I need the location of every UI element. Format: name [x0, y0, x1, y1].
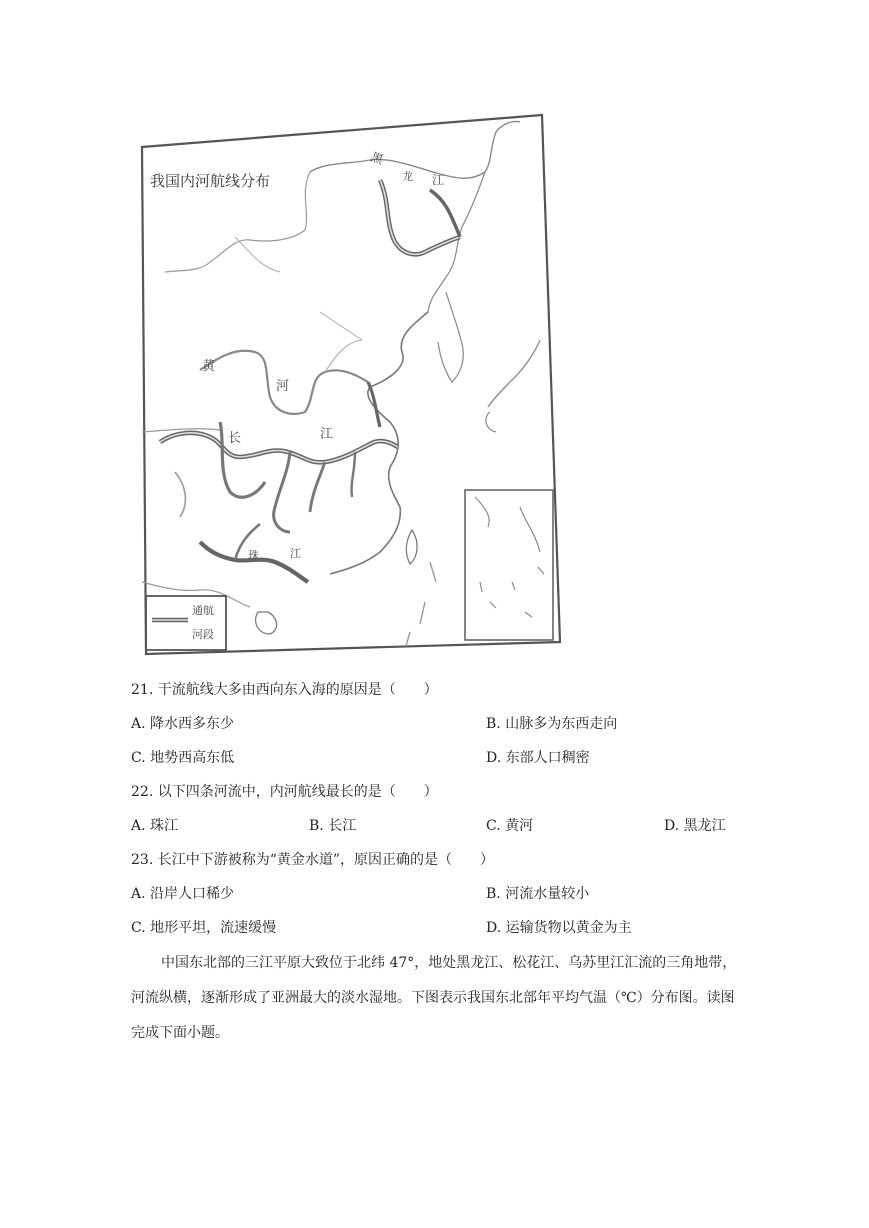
map-svg — [140, 112, 565, 660]
label-changjiang-1: 长 — [228, 431, 242, 446]
reading-passage-text: 中国东北部的三江平原大致位于北纬 47°，地处黑龙江、松花江、乌苏里江汇流的三角地带，河流纵横，逐渐形成了亚洲最大的淡水湿地。下图表示我国东北部年平均气温（℃）分布图。读图完成下面小题。 — [131, 955, 737, 1041]
grand-canal — [368, 382, 380, 427]
question-22-stem: 22. 以下四条河流中，内河航线最长的是（ ） — [131, 784, 438, 800]
map-title: 我国内河航线分布 — [150, 172, 271, 190]
taiwan-outline — [406, 530, 417, 564]
south-china-sea-inset — [465, 490, 553, 640]
yangtze-tributary — [220, 422, 265, 497]
map-legend — [146, 596, 226, 650]
svg-text:江: 江 — [432, 173, 445, 187]
q21-option-a[interactable]: A. 降水西多东少 — [131, 716, 235, 732]
reading-passage — [131, 946, 743, 1051]
label-changjiang-2: 江 — [320, 427, 334, 442]
label-huanghe-2: 河 — [276, 379, 290, 394]
label-zhujiang-2: 江 — [290, 547, 301, 560]
q23-option-b[interactable]: B. 河流水量较小 — [486, 886, 590, 902]
legend-label-1: 通航 — [192, 604, 214, 617]
q23-option-c[interactable]: C. 地形平坦，流速缓慢 — [131, 920, 277, 936]
label-zhujiang-1: 珠 — [248, 549, 259, 562]
japan-outline — [488, 340, 540, 407]
q23-option-a[interactable]: A. 沿岸人口稀少 — [131, 886, 235, 902]
map-frame — [142, 115, 560, 654]
hainan-outline — [256, 612, 277, 634]
q23-option-d[interactable]: D. 运输货物以黄金为主 — [486, 920, 632, 936]
question-21-stem: 21. 干流航线大多由西向东入海的原因是（ ） — [131, 682, 438, 698]
q21-option-d[interactable]: D. 东部人口稠密 — [486, 750, 590, 766]
q21-option-b[interactable]: B. 山脉多为东西走向 — [486, 716, 618, 732]
q22-option-d[interactable]: D. 黑龙江 — [664, 818, 726, 834]
china-inland-waterway-map — [140, 112, 565, 660]
q22-option-a[interactable]: A. 珠江 — [131, 818, 179, 834]
question-23-stem: 23. 长江中下游被称为“黄金水道”，原因正确的是（ ） — [131, 852, 495, 868]
label-huanghe-1: 黄 — [202, 359, 216, 374]
q21-option-c[interactable]: C. 地势西高东低 — [131, 750, 235, 766]
q22-option-c[interactable]: C. 黄河 — [486, 818, 534, 834]
label-heilongjiang: 黑 — [368, 149, 386, 167]
korea-outline — [438, 292, 463, 382]
heilongjiang-river — [380, 180, 460, 254]
q22-option-b[interactable]: B. 长江 — [309, 818, 357, 834]
legend-label-2: 河段 — [192, 628, 214, 641]
svg-text:龙: 龙 — [402, 170, 413, 183]
